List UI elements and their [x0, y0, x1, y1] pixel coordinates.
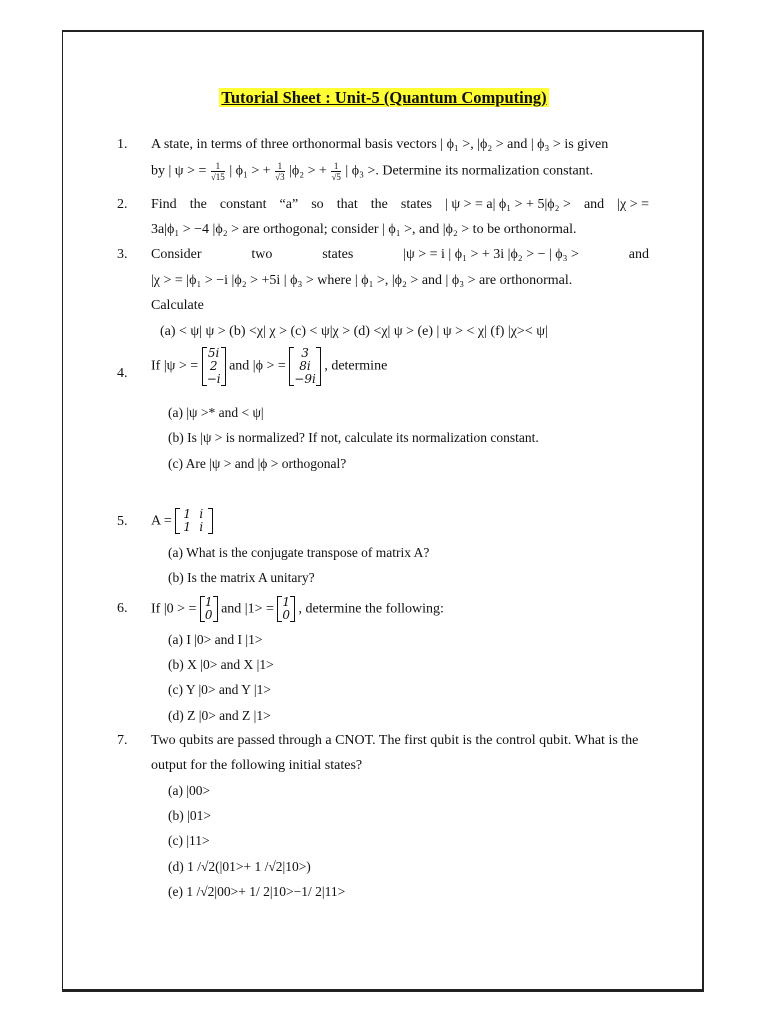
q7-part-d: (d) 1 /√2(|01>+ 1 /√2|10>) [168, 859, 311, 874]
page-title: Tutorial Sheet : Unit-5 (Quantum Computing) [221, 88, 547, 107]
q5-matrix: A = 1 i 1 i [151, 508, 213, 534]
q3-line1: Consider two states |ψ > = i | ϕ₁ > + 3i |ϕ₂ > − | ϕ₃ > and [151, 247, 649, 262]
q7-part-b: (b) |01> [168, 808, 211, 823]
q1-line2: by | ψ > = $\frac{1}{√15}$ | ϕ₁ > + $\frac{1}{√3}$ |ϕ₂ > + $\frac{1}{√5}$ | ϕ₃ >. Determine its normalization constant. [151, 161, 594, 182]
q7-line2: output for the following initial states? [151, 758, 363, 773]
q1-number: 1. [117, 137, 128, 152]
fraction: $\frac{1}{√5}$ [331, 161, 341, 182]
q6-part-c: (c) Y |0> and Y |1> [168, 682, 271, 697]
q3-line2: |χ > = |ϕ₁ > −i |ϕ₂ > +5i | ϕ₃ > where | ϕ₁ >, |ϕ₂ > and | ϕ₃ > are orthonormal. [151, 273, 573, 288]
q5-number: 5. [117, 514, 128, 529]
q1-line1: A state, in terms of three orthonormal basis vectors | ϕ₁ >, |ϕ₂ > and | ϕ₃ > is given [151, 137, 609, 152]
q4-part-a: (a) |ψ >* and < ψ| [168, 405, 264, 420]
q3-line3: Calculate [151, 298, 204, 313]
ket-zero-vector: 1 0 [200, 596, 218, 622]
q6-number: 6. [117, 601, 128, 616]
matrix-a: 1 i 1 i [175, 508, 213, 534]
q6-statement: If |0 > = 1 0 and |1> = 1 0 , determine the following: [151, 595, 444, 622]
q5-part-a: (a) What is the conjugate transpose of matrix A? [168, 545, 430, 560]
q2-number: 2. [117, 197, 128, 212]
q4-part-c: (c) Are |ψ > and |ϕ > orthogonal? [168, 456, 347, 471]
ket-one-vector: 1 0 [277, 596, 295, 622]
q2-line1: Find the constant “a” so that the states | ψ > = a| ϕ₁ > + 5|ϕ₂ > and |χ > = [151, 197, 649, 212]
q6-part-d: (d) Z |0> and Z |1> [168, 708, 271, 723]
phi-vector: 3 8i −9i [289, 347, 321, 386]
psi-vector: 5i 2 −i [202, 347, 226, 386]
q3-number: 3. [117, 247, 128, 262]
q4-statement: If |ψ > = 5i 2 −i and |ϕ > = 3 8i −9i , determine [151, 346, 388, 386]
fraction: $\frac{1}{√15}$ [210, 161, 225, 182]
q7-part-c: (c) |11> [168, 833, 210, 848]
q5-part-b: (b) Is the matrix A unitary? [168, 570, 315, 585]
q4-number: 4. [117, 366, 128, 381]
q2-line2: 3a|ϕ₁ > −4 |ϕ₂ > are orthogonal; consider | ϕ₁ >, and |ϕ₂ > to be orthonormal. [151, 222, 577, 237]
q6-part-a: (a) I |0> and I |1> [168, 632, 263, 647]
q4-part-b: (b) Is |ψ > is normalized? If not, calculate its normalization constant. [168, 430, 539, 445]
q7-number: 7. [117, 733, 128, 748]
fraction: $\frac{1}{√3}$ [275, 161, 285, 182]
q6-part-b: (b) X |0> and X |1> [168, 657, 274, 672]
q3-parts: (a) < ψ| ψ > (b) <χ| χ > (c) < ψ|χ > (d) <χ| ψ > (e) | ψ > < χ| (f) |χ>< ψ| [160, 324, 548, 339]
q7-part-e: (e) 1 /√2|00>+ 1/ 2|10>−1/ 2|11> [168, 884, 346, 899]
q7-line1: Two qubits are passed through a CNOT. The first qubit is the control qubit. What is the [151, 733, 639, 748]
q7-part-a: (a) |00> [168, 783, 211, 798]
